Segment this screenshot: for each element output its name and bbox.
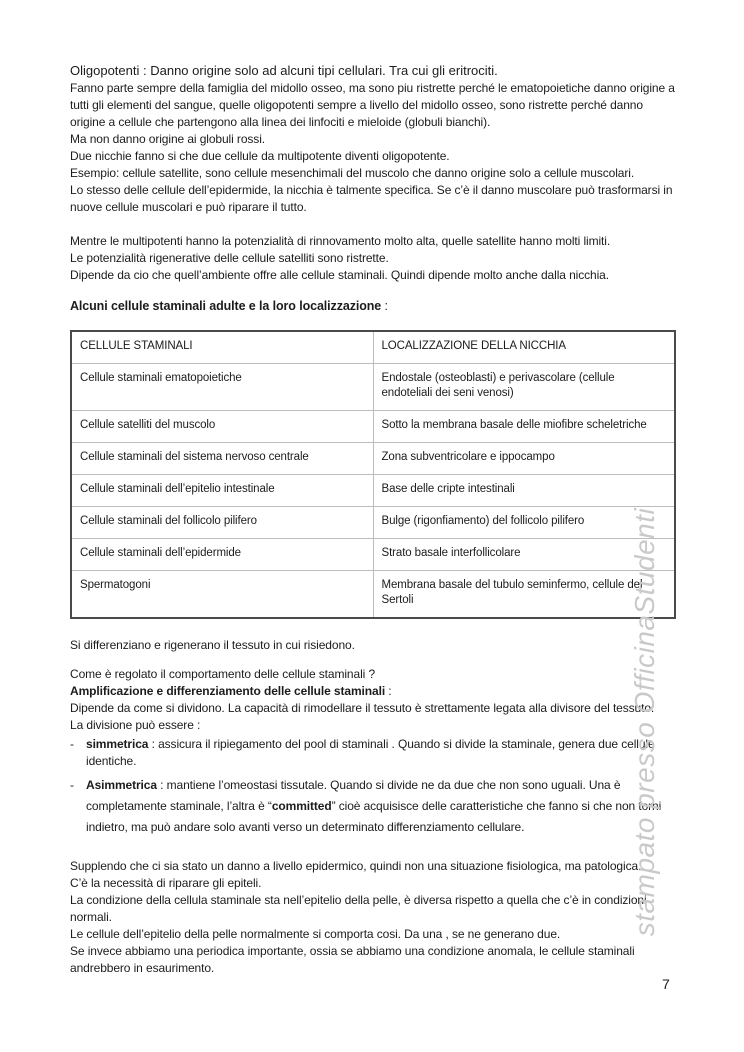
bullet-asymmetric-body-2: ” cioè acquisisce delle caratteristiche che fanno si che non torni indietro, ma può andare solo avanti verso un determinato differenziamento cellulare. (86, 799, 662, 834)
intro-paragraph-2: Ma non danno origine ai globuli rossi. (70, 132, 265, 146)
intro-paragraph-6: Mentre le multipotenti hanno la potenzialità di rinnovamento molto alta, quelle satellite hanno molti limiti. (70, 234, 611, 248)
page-number: 7 (662, 976, 670, 992)
localization-heading (70, 298, 676, 315)
bullet-symmetric-division (70, 736, 676, 770)
table-row (71, 571, 675, 619)
table-header-cell-niche-localization: LOCALIZZAZIONE DELLA NICCHIA (373, 331, 675, 364)
intro-paragraph-7: Le potenzialità rigenerative delle cellule satelliti sono ristrette. (70, 251, 389, 265)
intro-paragraph-1: Fanno parte sempre della famiglia del midollo osseo, ma sono piu ristrette perché le ematopoietiche danno origine a tutti gli elementi del sangue, quelle oligopotenti sempre a livello del midollo osseo, sono ristrette perché danno origine a cellule che partengono alla linea dei linfociti e mieloide (globuli bianchi). (70, 81, 675, 129)
closing-paragraph-3: La condizione della cellula staminale sta nell’epitelio della pelle, è diversa rispetto a quella che c’è in condizioni normali. (70, 893, 647, 924)
table-row (71, 475, 675, 507)
table-row (71, 507, 675, 539)
bullet-dash-icon: - (70, 737, 74, 751)
regulation-paragraph-1: Si differenziano e rigenerano il tessuto in cui risiedono. (70, 638, 355, 652)
regulation-paragraph-3: Dipende da come si dividono. La capacità di rimodellare il tessuto è strettamente legata alla divisore del tessuto. (70, 701, 655, 715)
regulation-paragraph-4: La divisione può essere : (70, 718, 201, 732)
table-cell-localization: Membrana basale del tubulo seminfermo, cellule del Sertoli (373, 571, 675, 619)
table-row (71, 411, 675, 443)
table-cell-stem-cell: Spermatogoni (71, 571, 373, 619)
watermark-text: stampato presso OfficinaStudenti (629, 507, 660, 937)
table-row (71, 364, 675, 411)
table-cell-stem-cell: Cellule staminali del follicolo pilifero (71, 507, 373, 539)
table-header-row (71, 331, 675, 364)
amplification-heading (70, 683, 676, 700)
table-cell-localization: Base delle cripte intestinali (373, 475, 675, 507)
intro-paragraph-4: Esempio: cellule satellite, sono cellule mesenchimali del muscolo che danno origine solo a cellule muscolari. (70, 166, 635, 180)
blank-line (70, 654, 676, 666)
table-cell-localization: Bulge (rigonfiamento) del follicolo pilifero (373, 507, 675, 539)
intro-paragraph-8: Dipende da cio che quell’ambiente offre alle cellule staminali. Quindi dipende molto anche dalla nicchia. (70, 268, 609, 282)
table-cell-stem-cell: Cellule staminali ematopoietiche (71, 364, 373, 411)
table-cell-localization: Sotto la membrana basale delle miofibre scheletriche (373, 411, 675, 443)
closing-block (70, 858, 676, 977)
table-cell-stem-cell: Cellule satelliti del muscolo (71, 411, 373, 443)
closing-paragraph-1: Supplendo che ci sia stato un danno a livello epidermico, quindi non una situazione fisiologica, ma patologica. (70, 859, 642, 873)
localization-heading-colon: : (381, 299, 388, 313)
bullet-dash-icon: - (70, 778, 74, 792)
stem-cell-localization-table (70, 330, 676, 619)
localization-heading-bold: Alcuni cellule staminali adulte e la loro localizzazione (70, 299, 382, 313)
table-row (71, 539, 675, 571)
bullet-asymmetric-lead: Asimmetrica (86, 778, 157, 792)
table-cell-stem-cell: Cellule staminali dell’epidermide (71, 539, 373, 571)
table-row (71, 443, 675, 475)
bullet-symmetric-text (86, 736, 676, 770)
bullet-symmetric-lead: simmetrica (86, 737, 149, 751)
bullet-asymmetric-body-1: : mantiene l’omeostasi tissutale. Quando si divide ne da due che non sono uguali. Una è completamente staminale, l’altra è “ (86, 778, 621, 813)
intro-paragraph-3: Due nicchie fanno si che due cellule da multipotente diventi oligopotente. (70, 149, 450, 163)
bullet-asymmetric-text (86, 775, 676, 838)
table-header-cell-stem-cells: CELLULE STAMINALI (71, 331, 373, 364)
amplification-heading-colon: : (385, 684, 392, 698)
closing-paragraph-4: Le cellule dell’epitelio della pelle normalmente si comporta cosi. Da una , se ne generano due. (70, 927, 561, 941)
regulation-question: Come è regolato il comportamento delle cellule staminali ? (70, 667, 376, 681)
intro-title-line: Oligopotenti : Danno origine solo ad alcuni tipi cellulari. Tra cui gli eritrociti. (70, 63, 498, 78)
amplification-heading-bold: Amplificazione e differenziamento delle cellule staminali (70, 684, 386, 698)
committed-term: committed (271, 799, 332, 813)
intro-paragraph-5: Lo stesso delle cellule dell’epidermide, la nicchia è talmente specifica. Se c’è il danno muscolare può trasformarsi in nuove cellule muscolari e può riparare il tutto. (70, 183, 673, 214)
table-cell-localization: Endostale (osteoblasti) e perivascolare (cellule endoteliali dei seni venosi) (373, 364, 675, 411)
closing-paragraph-2: C’è la necessità di riparare gli epiteli. (70, 876, 262, 890)
table-cell-localization: Strato basale interfollicolare (373, 539, 675, 571)
table-cell-localization: Zona subventricolare e ippocampo (373, 443, 675, 475)
bullet-symmetric-body: : assicura il ripiegamento del pool di staminali . Quando si divide la staminale, genera due cellule identiche. (86, 737, 655, 768)
table-cell-stem-cell: Cellule staminali del sistema nervoso centrale (71, 443, 373, 475)
document-content (70, 62, 676, 977)
closing-paragraph-5: Se invece abbiamo una periodica importante, ossia se abbiamo una condizione anomala, le cellule staminali andrebbero in esaurimento. (70, 944, 635, 975)
blank-line (70, 216, 676, 233)
table-cell-stem-cell: Cellule staminali dell’epitelio intestinale (71, 475, 373, 507)
bullet-asymmetric-division (70, 775, 676, 838)
